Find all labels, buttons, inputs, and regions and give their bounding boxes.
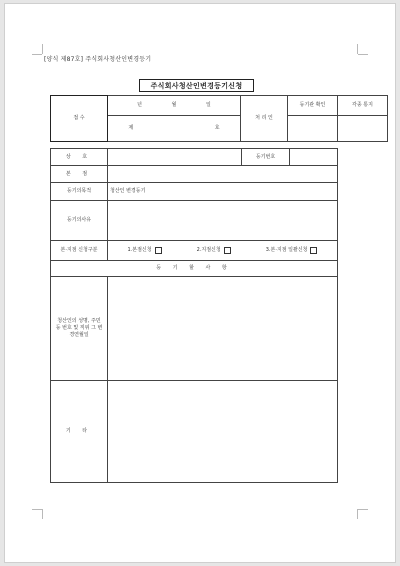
crop-mark-top-right: [357, 44, 358, 54]
main-form-table: [50, 148, 338, 483]
registration-reason-label: 등기의사유: [51, 201, 108, 241]
other-field[interactable]: [108, 381, 338, 483]
receipt-day-label: 일: [206, 102, 211, 108]
headquarters-field[interactable]: [108, 166, 338, 183]
branch-option-branch[interactable]: [197, 247, 231, 254]
registration-reason-field[interactable]: [108, 201, 338, 241]
company-name-field[interactable]: [108, 149, 242, 166]
receipt-label: 접 수: [51, 96, 108, 142]
registration-number-label: 등기번호: [242, 149, 290, 166]
form-number-label: [양식 제87호] 주식회사청산인변경등기: [44, 56, 152, 63]
registrar-check-label: 등기관 확인: [288, 96, 338, 116]
registration-number-field[interactable]: [290, 149, 338, 166]
liquidator-info-field[interactable]: [108, 277, 338, 381]
crop-mark-bottom-right: [357, 509, 358, 519]
receipt-number-suffix: 호: [214, 125, 220, 131]
headquarters-label: 본 점: [51, 166, 108, 183]
receipt-month-label: 월: [171, 102, 177, 108]
crop-mark-bottom-right: [358, 509, 368, 510]
notification-label: 각종 통지: [338, 96, 388, 116]
receipt-number-field[interactable]: [108, 116, 241, 142]
checkbox-both[interactable]: [310, 247, 317, 254]
receipt-date-field[interactable]: [108, 96, 241, 116]
liquidator-info-label: 청산인의 성명, 주민 등 번호 및 직위 그 변경연월일: [51, 277, 108, 381]
other-label: 기 타: [51, 381, 108, 483]
company-name-label: 상 호: [51, 149, 108, 166]
receipt-year-label: 년: [137, 102, 142, 108]
registration-purpose-label: 등기의목적: [51, 183, 108, 201]
document-title: 주식회사청산인변경등기신청: [139, 79, 254, 92]
crop-mark-bottom-left: [32, 509, 42, 510]
checkbox-hq[interactable]: [155, 247, 162, 254]
receipt-number-prefix: 제: [128, 125, 134, 131]
receipt-table: [50, 95, 388, 142]
crop-mark-top-left: [32, 54, 42, 55]
notification-field[interactable]: [338, 116, 388, 142]
registrar-check-field[interactable]: [288, 116, 338, 142]
branch-application-options: [108, 241, 338, 261]
crop-mark-bottom-left: [42, 509, 43, 519]
branch-option-branch-label: 2.지점신청: [196, 247, 221, 253]
crop-mark-top-right: [358, 54, 368, 55]
branch-option-both-label: 3.본·지점 일괄신청: [265, 247, 308, 253]
branch-option-both[interactable]: [266, 247, 318, 254]
branch-option-hq-label: 1.본점신청: [127, 247, 152, 253]
processor-label: 처 리 인: [241, 96, 288, 142]
checkbox-branch[interactable]: [224, 247, 231, 254]
crop-mark-top-left: [42, 44, 43, 54]
registration-purpose-value: 청산인 변경등기: [108, 183, 338, 201]
branch-application-label: 본·지점 신청구분: [51, 241, 108, 261]
branch-option-hq[interactable]: [128, 247, 162, 254]
matters-header: 등 기 할 사 항: [51, 261, 338, 277]
